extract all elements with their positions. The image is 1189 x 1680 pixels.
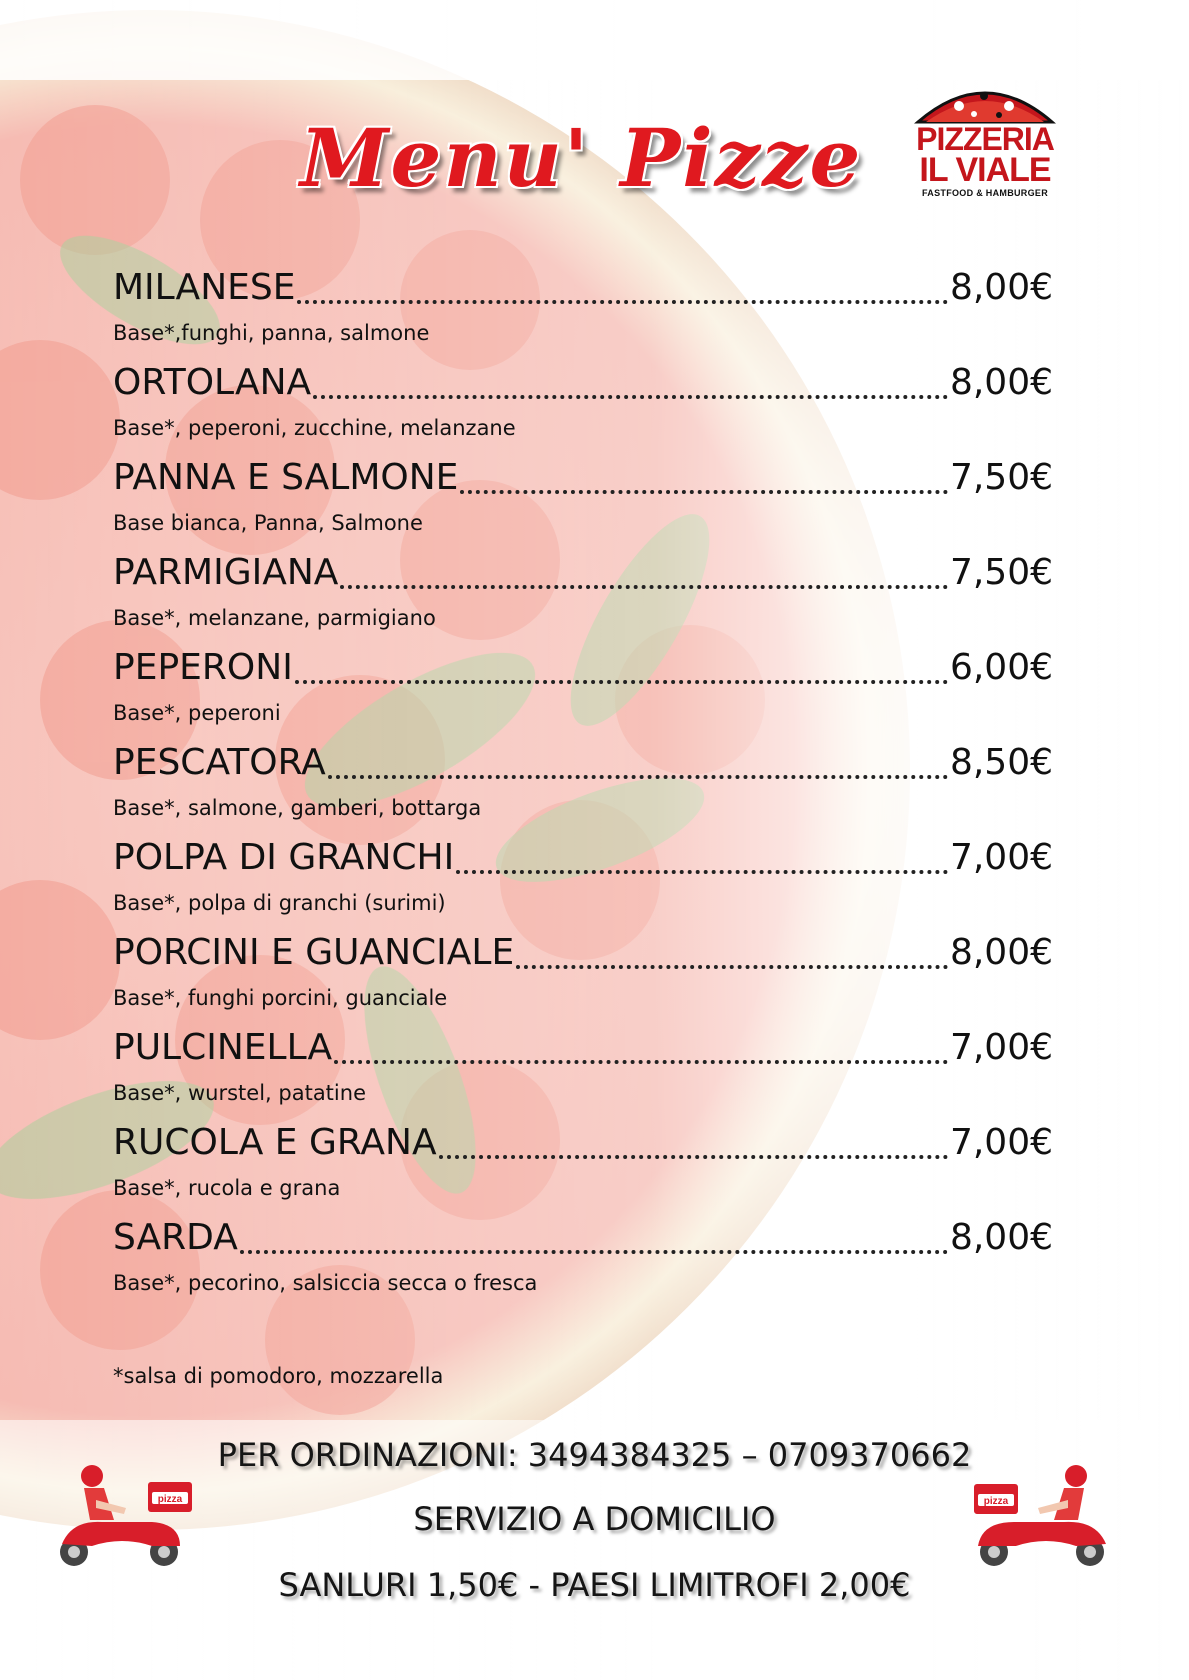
pizza-ingredients: Base*, peperoni, zucchine, melanzane <box>113 416 516 440</box>
menu-item-row <box>113 452 1053 504</box>
home-delivery-label: SERVIZIO A DOMICILIO <box>413 1500 776 1538</box>
pizza-price: 6,00€ <box>949 647 1053 688</box>
menu-item-row <box>113 1022 1053 1074</box>
pizza-name: POLPA DI GRANCHI <box>113 837 455 878</box>
dot-leader <box>456 858 948 874</box>
pizza-price: 8,50€ <box>949 742 1053 783</box>
pizzeria-logo <box>908 78 1062 202</box>
pizza-ingredients: Base*, peperoni <box>113 701 281 725</box>
delivery-fees: SANLURI 1,50€ - PAESI LIMITROFI 2,00€ <box>278 1566 911 1604</box>
dot-leader <box>313 383 948 399</box>
menu-item <box>113 642 1053 737</box>
dot-leader <box>460 478 948 494</box>
dot-leader <box>297 288 947 304</box>
logo-name-line1: PIZZERIA <box>916 121 1054 157</box>
pizza-ingredients: Base*, melanzane, parmigiano <box>113 606 436 630</box>
pizza-price: 7,50€ <box>949 457 1053 498</box>
pizza-price: 8,00€ <box>949 932 1053 973</box>
dot-leader <box>516 953 948 969</box>
menu-item <box>113 262 1053 357</box>
dot-leader <box>439 1143 948 1159</box>
dot-leader <box>295 668 948 684</box>
delivery-scooter-icon-right <box>972 1460 1117 1570</box>
pizza-name: PULCINELLA <box>113 1027 333 1068</box>
base-footnote: *salsa di pomodoro, mozzarella <box>113 1364 444 1388</box>
pizza-name: PARMIGIANA <box>113 552 339 593</box>
pizza-name: PESCATORA <box>113 742 326 783</box>
dot-leader <box>340 573 948 589</box>
scooter-badge-text: pizza <box>157 1494 183 1505</box>
menu-item-row <box>113 547 1053 599</box>
pizza-ingredients: Base*, polpa di granchi (surimi) <box>113 891 446 915</box>
scooter-badge-text: pizza <box>983 1496 1009 1507</box>
logo-tagline: FASTFOOD & HAMBURGER <box>922 188 1048 198</box>
logo-name-line2: IL VIALE <box>919 151 1051 189</box>
menu-item-row <box>113 1212 1053 1264</box>
menu-item <box>113 1117 1053 1212</box>
pizza-ingredients: Base*, funghi porcini, guanciale <box>113 986 448 1010</box>
pizza-ingredients: Base*,funghi, panna, salmone <box>113 321 430 345</box>
pizza-slice-icon <box>914 78 1056 124</box>
menu-item <box>113 832 1053 927</box>
pizza-name: ORTOLANA <box>113 362 312 403</box>
dot-leader <box>240 1238 948 1254</box>
pizza-name: SARDA <box>113 1217 238 1258</box>
menu-item-row <box>113 642 1053 694</box>
menu-item-row <box>113 357 1053 409</box>
menu-item <box>113 452 1053 547</box>
pizza-ingredients: Base*, pecorino, salsiccia secca o fresca <box>113 1271 538 1295</box>
menu-item-row <box>113 737 1053 789</box>
pizza-name: PORCINI E GUANCIALE <box>113 932 515 973</box>
menu-item <box>113 547 1053 642</box>
order-phone-numbers: PER ORDINAZIONI: 3494384325 – 0709370662 <box>217 1436 972 1474</box>
dot-leader <box>328 763 948 779</box>
pizza-price: 8,00€ <box>949 267 1053 308</box>
pizza-ingredients: Base*, wurstel, patatine <box>113 1081 366 1105</box>
pizza-price: 8,00€ <box>949 362 1053 403</box>
pizza-name: PANNA E SALMONE <box>113 457 459 498</box>
pizza-price: 7,00€ <box>949 1122 1053 1163</box>
delivery-scooter-icon-left <box>52 1460 197 1570</box>
pizza-menu-list <box>113 262 1053 1307</box>
pizza-ingredients: Base bianca, Panna, Salmone <box>113 511 423 535</box>
dot-leader <box>334 1048 948 1064</box>
menu-item-row <box>113 927 1053 979</box>
menu-item-row <box>113 262 1053 314</box>
menu-item-row <box>113 1117 1053 1169</box>
menu-item <box>113 1212 1053 1307</box>
menu-item <box>113 927 1053 1022</box>
pizza-ingredients: Base*, rucola e grana <box>113 1176 341 1200</box>
pizza-ingredients: Base*, salmone, gamberi, bottarga <box>113 796 482 820</box>
pizza-price: 7,00€ <box>949 1027 1053 1068</box>
menu-title: Menu' Pizze <box>300 111 863 205</box>
pizza-name: PEPERONI <box>113 647 293 688</box>
menu-item-row <box>113 832 1053 884</box>
pizza-price: 8,00€ <box>949 1217 1053 1258</box>
pizza-price: 7,50€ <box>949 552 1053 593</box>
pizza-price: 7,00€ <box>949 837 1053 878</box>
pizza-name: RUCOLA E GRANA <box>113 1122 437 1163</box>
menu-item <box>113 1022 1053 1117</box>
menu-item <box>113 357 1053 452</box>
pizza-name: MILANESE <box>113 267 296 308</box>
menu-item <box>113 737 1053 832</box>
